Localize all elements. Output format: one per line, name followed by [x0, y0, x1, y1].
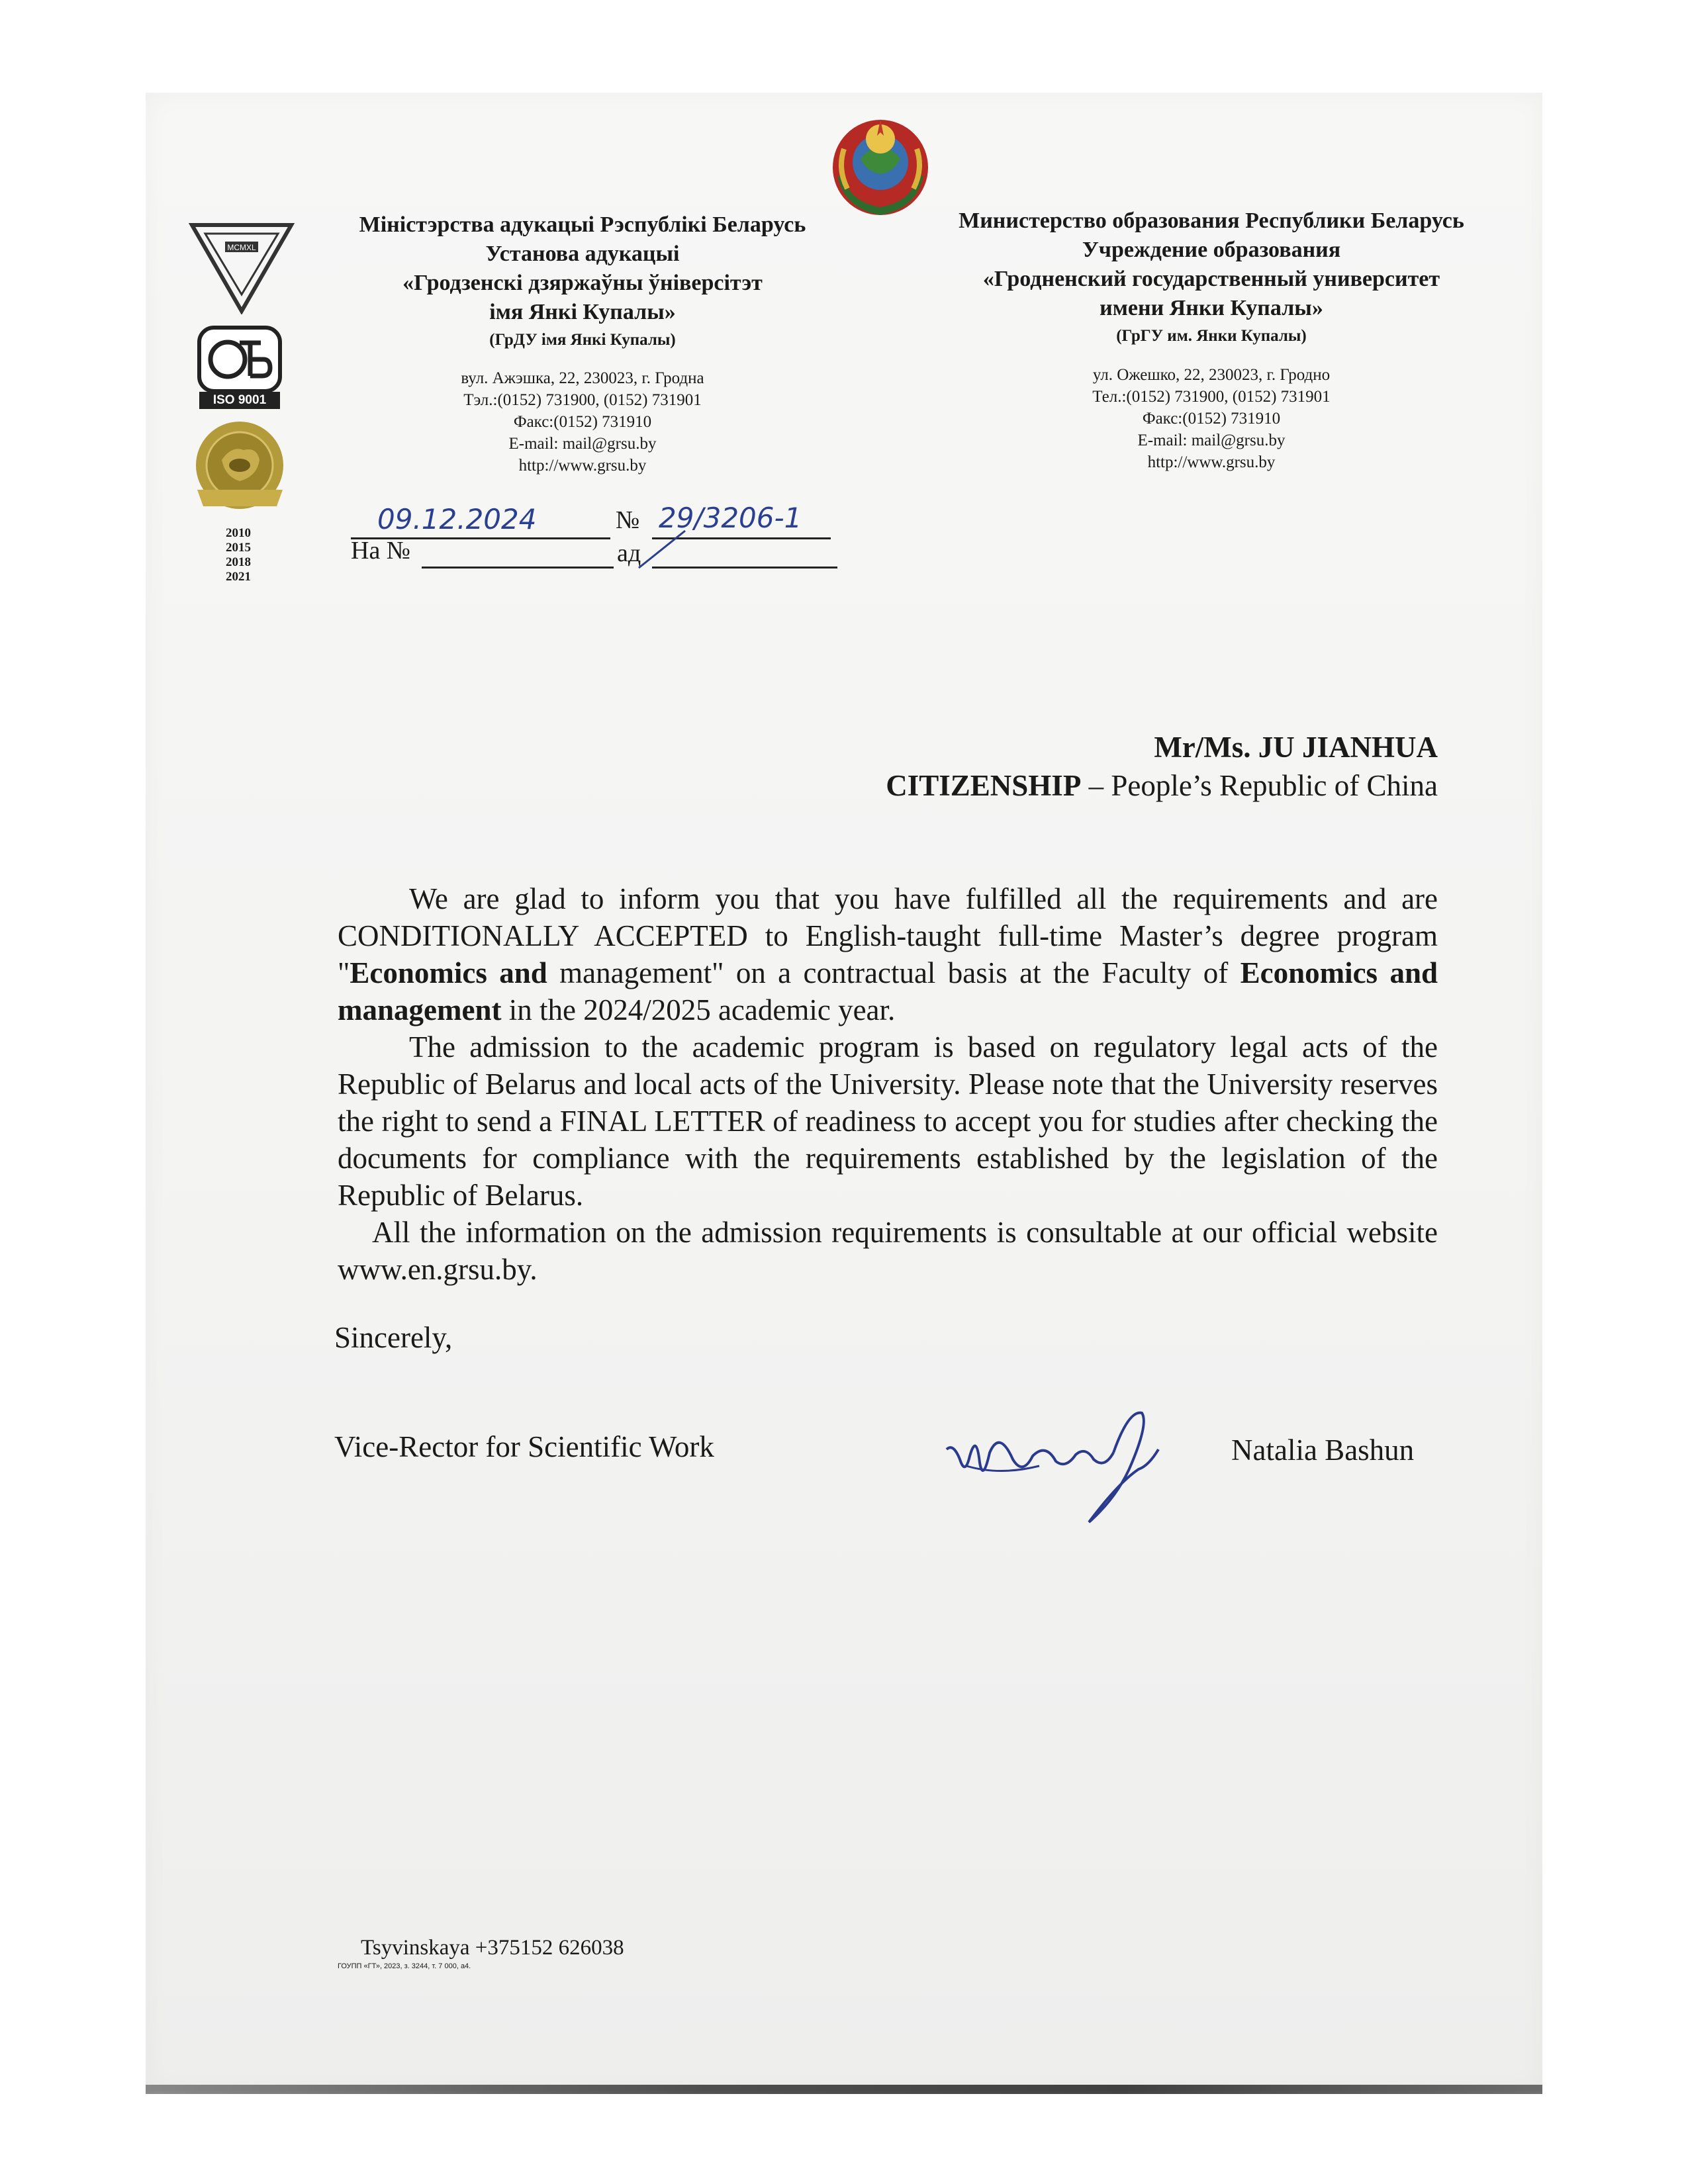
header-right-russian — [914, 206, 1509, 349]
signatory-name: Natalia Bashun — [1231, 1433, 1415, 1467]
citizenship-value: – People’s Republic of China — [1081, 769, 1438, 802]
iso-label: ISO 9001 — [212, 393, 267, 407]
ministry-name: Міністэрства адукацыі Рэспублікі Беларусь — [359, 212, 806, 237]
award-year: 2010 — [226, 526, 251, 540]
award-year: 2018 — [226, 555, 251, 569]
faculty-name-bold: Economics and management — [338, 956, 1438, 1026]
award-year: 2015 — [226, 541, 251, 555]
scan-edge — [146, 2085, 1542, 2094]
address: вул. Ажэшка, 22, 230023, г. Гродна — [461, 369, 704, 387]
executor-contact: Tsyvinskaya +375152 626038 — [361, 1936, 624, 1960]
university-name-cont: имени Янки Купалы» — [1100, 296, 1323, 320]
paragraph-website-info: All the information on the admission requirements is consultable at our official website www.en.grsu.by. — [338, 1216, 1438, 1286]
phone: Тэл.:(0152) 731900, (0152) 731901 — [463, 391, 702, 409]
citizenship-label: CITIZENSHIP — [886, 769, 1082, 802]
triangle-seal-icon — [189, 222, 295, 314]
contacts-right — [914, 364, 1509, 473]
iso-certification-icon — [197, 326, 282, 410]
university-name: «Гродзенскі дзяржаўны ўніверсітэт — [402, 271, 763, 295]
handwritten-reference-number: 29/3206-1 — [659, 502, 802, 534]
paragraph-acceptance — [338, 880, 1438, 1028]
paragraph-admission-basis: The admission to the academic program is based on regulatory legal acts of the Republic of Belarus and local acts of the University. Please note that the University reserves the right to send a FINAL LETTER of readiness to accept you for studies after checking the documents for compliance with the requirements established by the legislation of the Republic of Belarus. — [338, 1030, 1438, 1212]
award-years — [218, 526, 258, 584]
handwritten-signature — [940, 1403, 1165, 1535]
program-name-bold: Economics and — [350, 956, 547, 989]
university-abbr: (ГрГУ им. Янки Купалы) — [1116, 327, 1307, 345]
text-span: We are glad to inform you that you have fulfilled all the requirements and are CONDITIONALLY ACCEPTED to English-taught full-time Master’s degree program " — [338, 882, 1438, 989]
recipient-block — [728, 728, 1438, 805]
website: http://www.grsu.by — [1147, 453, 1276, 471]
university-name: «Гродненский государственный университет — [982, 267, 1440, 291]
letter-body — [338, 880, 1438, 1288]
handwritten-date: 09.12.2024 — [377, 503, 537, 535]
closing-salutation: Sincerely, — [334, 1321, 453, 1354]
email: E-mail: mail@grsu.by — [508, 435, 657, 453]
print-info: ГОУПП «ГТ», 2023, з. 3244, т. 7 000, а4. — [338, 1962, 471, 1970]
quality-award-medal-icon — [192, 420, 288, 520]
phone: Тел.:(0152) 731900, (0152) 731901 — [1092, 388, 1331, 406]
text-span: in the 2024/2025 academic year. — [501, 993, 896, 1026]
in-reply-line — [422, 567, 614, 569]
institution-type: Установа адукацыі — [485, 242, 680, 266]
handwritten-stroke — [635, 529, 688, 569]
fax: Факс:(0152) 731910 — [1142, 410, 1281, 428]
recipient-citizenship — [728, 766, 1438, 805]
signatory-position: Vice-Rector for Scientific Work — [334, 1430, 714, 1463]
dated-label: ад — [617, 539, 641, 567]
institution-type: Учреждение образования — [1082, 238, 1341, 262]
recipient-name: Mr/Ms. JU JIANHUA — [1154, 731, 1438, 764]
number-sign: № — [616, 506, 640, 534]
email: E-mail: mail@grsu.by — [1137, 432, 1286, 449]
ministry-name: Министерство образования Республики Беларусь — [959, 208, 1464, 233]
in-reply-to-label: На № — [351, 537, 411, 565]
header-left-belarusian — [311, 210, 854, 353]
university-abbr: (ГрДУ імя Янкі Купалы) — [489, 331, 676, 349]
triangle-seal-text: MCMXL — [227, 243, 256, 252]
state-emblem-icon — [824, 109, 937, 222]
website: http://www.grsu.by — [518, 457, 647, 475]
award-year: 2021 — [226, 570, 251, 584]
university-name-cont: імя Янкі Купалы» — [489, 300, 676, 324]
text-span: management" on a contractual basis at the Faculty of — [547, 956, 1241, 989]
address: ул. Ожешко, 22, 230023, г. Гродно — [1092, 366, 1331, 384]
contacts-left — [311, 367, 854, 477]
fax: Факс:(0152) 731910 — [513, 413, 652, 431]
